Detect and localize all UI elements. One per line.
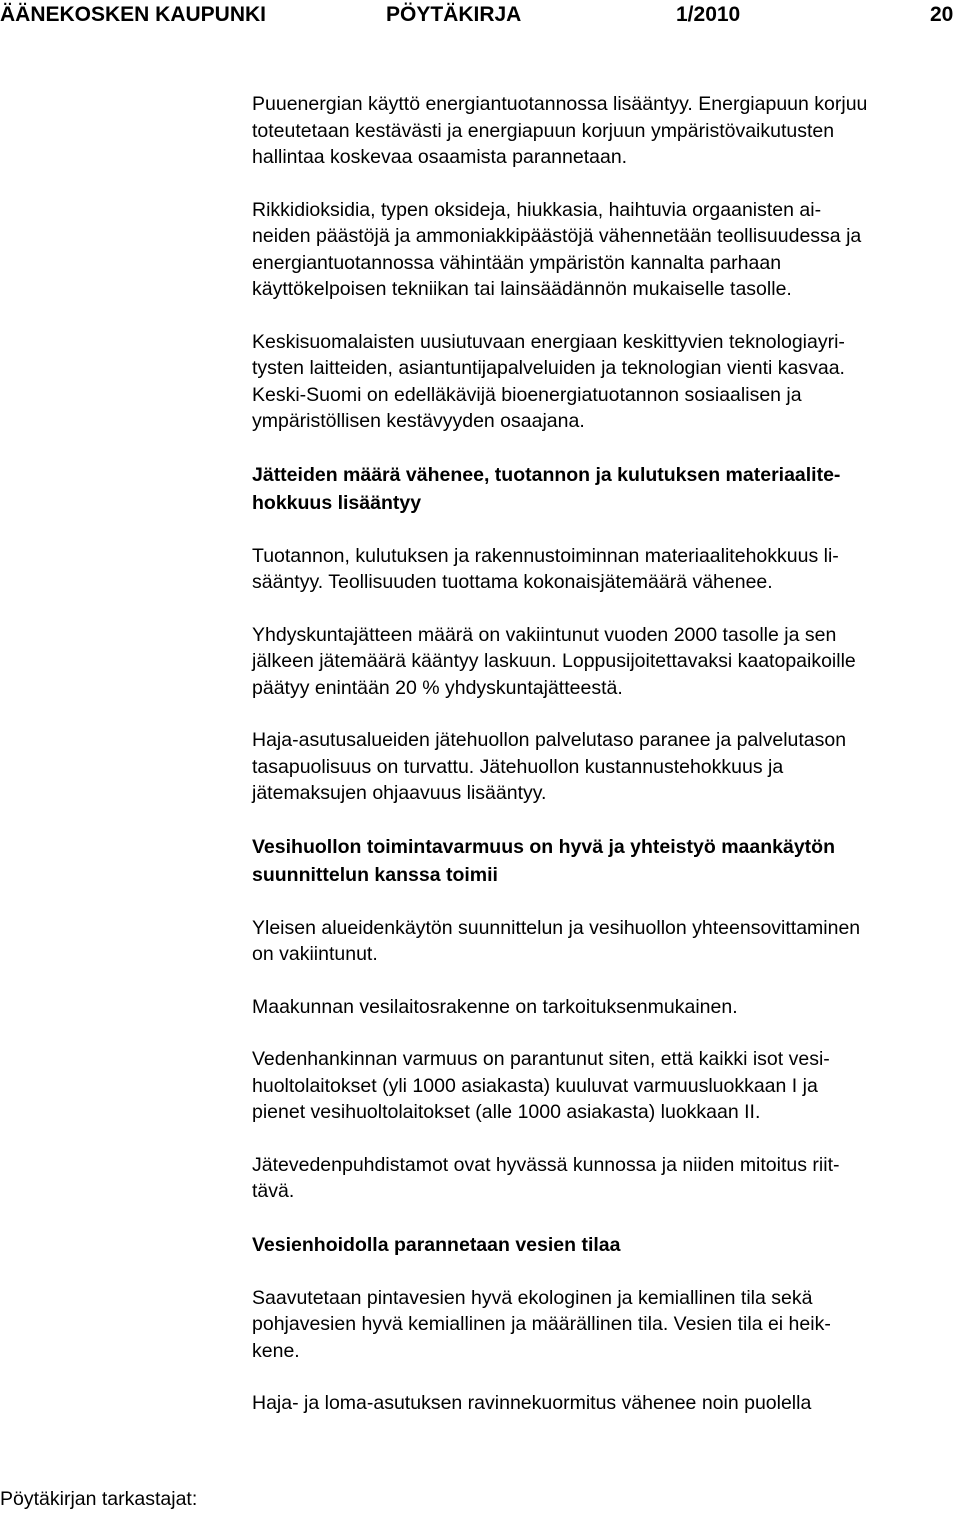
document-body (252, 91, 960, 1417)
heading-water-management (252, 1231, 960, 1259)
heading-waste (252, 461, 960, 517)
text-line: päätyy enintään 20 % yhdyskuntajätteestä. (252, 676, 623, 699)
text-line: Yleisen alueidenkäytön suunnittelun ja vesihuollon yhteensovittaminen (252, 916, 861, 939)
paragraph-wood-energy (252, 91, 960, 171)
text-line: jälkeen jätemäärä kääntyy laskuun. Loppusijoitettavaksi kaatopaikoille (252, 650, 856, 672)
organization-name: ÄÄNEKOSKEN KAUPUNKI (0, 3, 267, 26)
paragraph-water-status (252, 1285, 960, 1365)
paragraph-water-reliability (252, 1046, 960, 1126)
text-line: käyttökelpoisen tekniikan tai lainsäädännön mukaiselle tasolle. (252, 278, 792, 300)
text-line: toteutetaan kestävästi ja energiapuun korjuun ympäristövaikutusten (252, 119, 835, 142)
paragraph-material-efficiency (252, 543, 960, 596)
text-line: sääntyy. Teollisuuden tuottama kokonaisjätemäärä vähenee. (252, 571, 773, 593)
paragraph-nutrient-load (252, 1390, 960, 1417)
heading-water-supply (252, 833, 960, 889)
text-line: Haja- ja loma-asutuksen ravinnekuormitus vähenee noin puolella (252, 1392, 812, 1414)
document-type: PÖYTÄKIRJA (386, 3, 522, 26)
text-line: ympäristöllisen kestävyyden osaajana. (252, 410, 585, 432)
text-line: Keskisuomalaisten uusiutuvaan energiaan keskittyvien teknologiayri- (252, 330, 845, 353)
text-line: Vedenhankinnan varmuus on parantunut siten, että kaikki isot vesi- (252, 1048, 830, 1070)
reviewers-label: Pöytäkirjan tarkastajat: (0, 1488, 198, 1510)
text-line: neiden päästöjä ja ammoniakkipäästöjä vähennetään teollisuudessa ja (252, 225, 862, 247)
text-line: huoltolaitokset (yli 1000 asiakasta) kuuluvat varmuusluokkaan I ja (252, 1074, 818, 1097)
heading-line: Jätteiden määrä vähenee, tuotannon ja kulutuksen materiaalite- (252, 463, 841, 486)
text-line: tasapuolisuus on turvattu. Jätehuollon kustannustehokkuus ja (252, 755, 784, 778)
text-line: tävä. (252, 1180, 295, 1202)
page-footer (0, 1486, 197, 1512)
text-line: kene. (252, 1339, 300, 1362)
text-line: Tuotannon, kulutuksen ja rakennustoiminnan materiaalitehokkuus li- (252, 544, 839, 567)
heading-line: Vesihuollon toimintavarmuus on hyvä ja yhteistyö maankäytön (252, 835, 835, 858)
text-line: energiantuotannossa vähintään ympäristön kannalta parhaan (252, 251, 782, 274)
heading-line: hokkuus lisääntyy (252, 491, 422, 514)
text-line: jätemaksujen ohjaavuus lisääntyy. (252, 782, 547, 804)
text-line: Jätevedenpuhdistamot ovat hyvässä kunnossa ja niiden mitoitus riit- (252, 1153, 840, 1176)
text-line: Puuenergian käyttö energiantuotannossa lisääntyy. Energiapuun korjuu (252, 93, 868, 115)
paragraph-emissions (252, 197, 960, 303)
paragraph-water-utility-structure (252, 994, 960, 1021)
paragraph-municipal-waste (252, 622, 960, 702)
text-line: Haja-asutusalueiden jätehuollon palvelutaso paranee ja palvelutason (252, 729, 847, 751)
text-line: Yhdyskuntajätteen määrä on vakiintunut vuoden 2000 tasolle ja sen (252, 623, 837, 646)
paragraph-wastewater-plants (252, 1152, 960, 1205)
page-header (0, 0, 960, 30)
document-number: 1/2010 (676, 3, 741, 26)
text-line: hallintaa koskevaa osaamista parannetaan. (252, 146, 628, 168)
text-line: pohjavesien hyvä kemiallinen ja määrällinen tila. Vesien tila ei heik- (252, 1313, 831, 1335)
text-line: Rikkidioksidia, typen oksideja, hiukkasia, haihtuvia orgaanisten ai- (252, 198, 822, 221)
heading-line: Vesienhoidolla parannetaan vesien tilaa (252, 1233, 621, 1256)
text-line: Maakunnan vesilaitosrakenne on tarkoituksenmukainen. (252, 995, 738, 1018)
text-line: Saavutetaan pintavesien hyvä ekologinen ja kemiallinen tila sekä (252, 1286, 813, 1309)
paragraph-renewable-tech (252, 329, 960, 435)
paragraph-land-use (252, 915, 960, 968)
page-number: 20 (930, 3, 954, 26)
text-line: pienet vesihuoltolaitokset (alle 1000 asiakasta) luokkaan II. (252, 1101, 761, 1123)
text-line: on vakiintunut. (252, 943, 378, 965)
text-line: Keski-Suomi on edelläkävijä bioenergiatuotannon sosiaalisen ja (252, 383, 802, 406)
text-line: tysten laitteiden, asiantuntijapalveluiden ja teknologian vienti kasvaa. (252, 357, 845, 379)
heading-line: suunnittelun kanssa toimii (252, 863, 498, 886)
paragraph-rural-waste (252, 727, 960, 807)
